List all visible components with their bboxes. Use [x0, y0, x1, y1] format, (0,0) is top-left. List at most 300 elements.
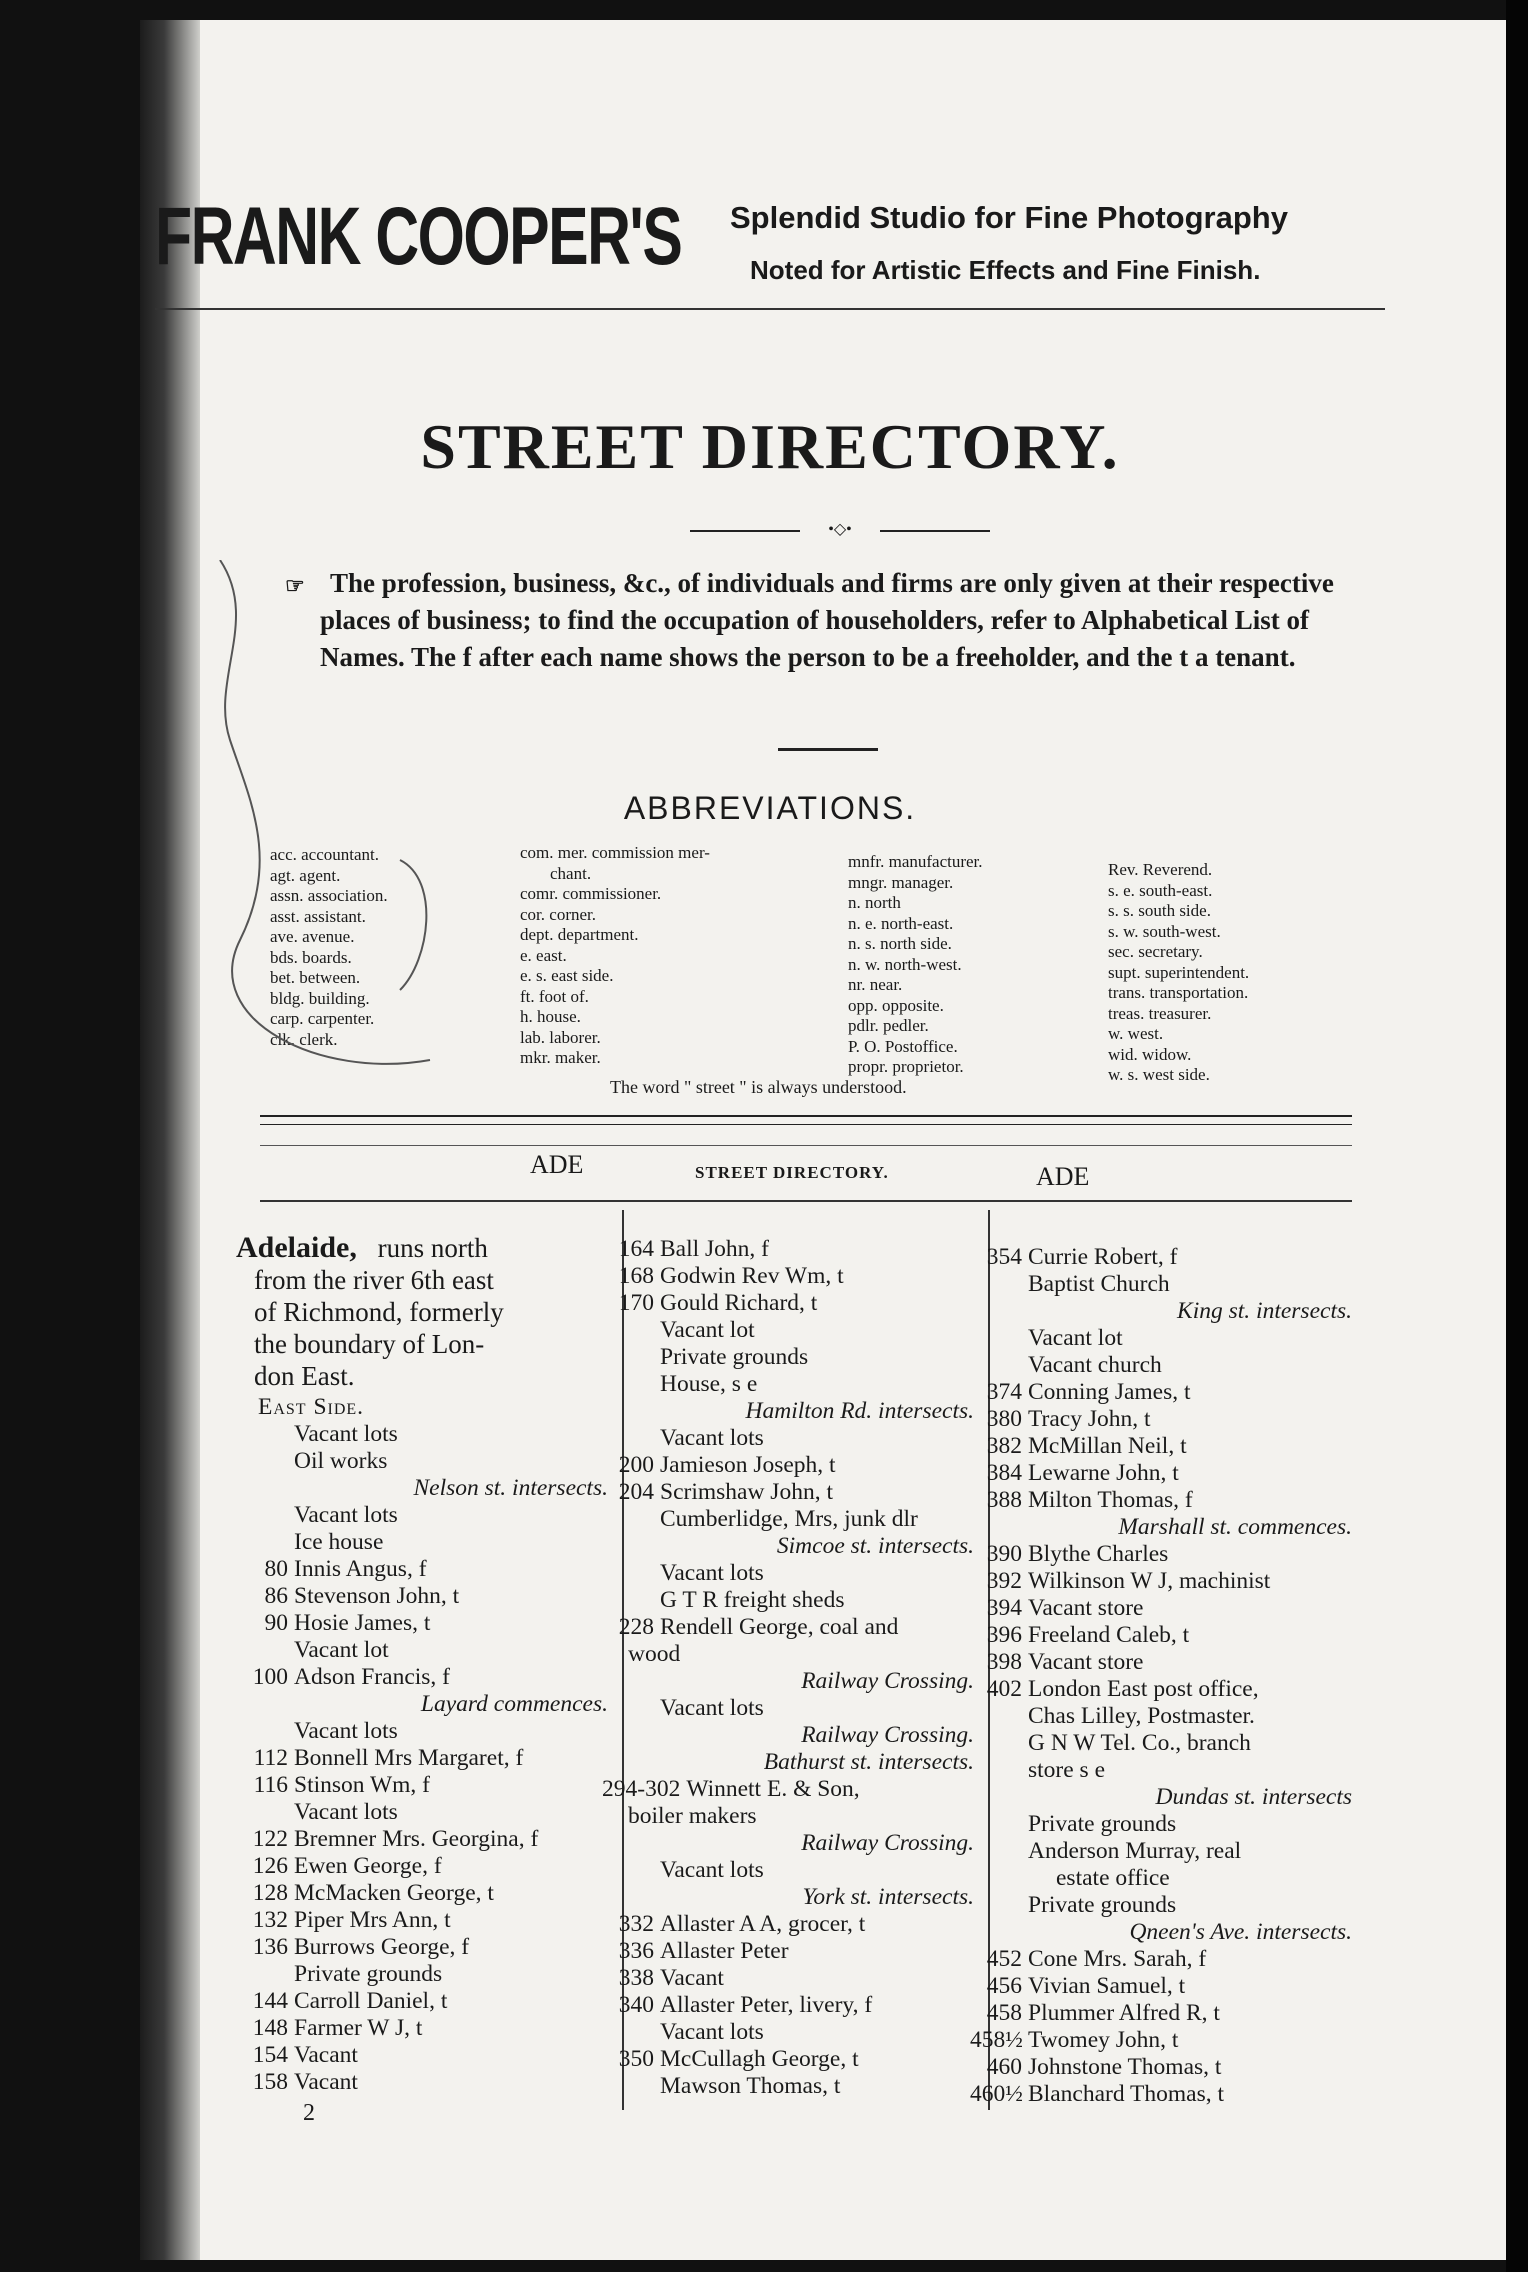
directory-entry — [602, 1479, 982, 1506]
abbreviation-item: clk. clerk. — [270, 1029, 338, 1049]
entry-text: Tracy John, t — [1028, 1406, 1151, 1432]
street-number: 200 — [618, 1452, 654, 1478]
directory-entry — [602, 1992, 982, 2019]
street-number: 154 — [252, 2042, 288, 2068]
directory-entry — [602, 1452, 982, 1479]
abbreviation-item: chant. — [550, 863, 592, 883]
directory-entry — [602, 1695, 982, 1722]
street-number: 86 — [264, 1583, 288, 1609]
entry-text: Marshall st. commences. — [1118, 1514, 1352, 1540]
entry-text: London East post office, — [1028, 1676, 1259, 1702]
abbreviation-item: mkr. maker. — [520, 1048, 601, 1067]
directory-entry — [602, 1614, 982, 1641]
entry-text: Private grounds — [660, 1344, 809, 1370]
entry-text: Vacant lot — [294, 1637, 389, 1663]
abbreviation-item: bldg. building. — [270, 988, 370, 1008]
entry-text: McMillan Neil, t — [1028, 1433, 1187, 1459]
entry-text: Allaster A A, grocer, t — [660, 1911, 866, 1937]
street-number: 126 — [252, 1853, 288, 1879]
street-number: 148 — [252, 2015, 288, 2041]
directory-entry — [236, 2042, 616, 2069]
street-number: 340 — [618, 1992, 654, 2018]
entry-text: Vivian Samuel, t — [1028, 1973, 1186, 1999]
directory-entry — [236, 1421, 616, 1448]
directory-entry — [970, 1568, 1360, 1595]
directory-entry — [602, 1317, 982, 1344]
abbreviation-item: w. west. — [1108, 1024, 1164, 1043]
entry-text: Gould Richard, t — [660, 1290, 818, 1316]
cross-street-note — [236, 1691, 616, 1718]
directory-entry — [602, 1506, 982, 1533]
abbreviations-column-2 — [520, 843, 710, 1069]
directory-entry — [602, 1587, 982, 1614]
ad-tagline-2: Noted for Artistic Effects and Fine Finish. — [750, 255, 1261, 285]
street-description-line: of Richmond, formerly — [254, 1297, 504, 1327]
directory-entry — [970, 1379, 1360, 1406]
abbreviation-item: sec. secretary. — [1108, 942, 1203, 961]
entry-text: Anderson Murray, real — [1028, 1838, 1242, 1864]
entry-text: House, s e — [660, 1371, 758, 1397]
directory-entry — [602, 1371, 982, 1398]
directory-entry — [236, 1961, 616, 1988]
street-number: 402 — [986, 1676, 1022, 1702]
directory-column-3 — [970, 1244, 1360, 2108]
street-description-line: runs north — [377, 1233, 488, 1263]
abbreviation-item: n. north — [848, 893, 901, 912]
directory-entry — [236, 1448, 616, 1475]
page-number: 2 — [303, 2100, 315, 2126]
entry-text: Vacant lot — [1028, 1325, 1123, 1351]
directory-entry — [236, 1583, 616, 1610]
entry-text: Adson Francis, f — [294, 1664, 450, 1690]
pointing-hand-icon: ☞ — [285, 573, 305, 598]
entry-text: Vacant lot — [660, 1317, 755, 1343]
directory-entry — [970, 1892, 1360, 1919]
directory-entry — [970, 1973, 1360, 2000]
directory-entry — [970, 1541, 1360, 1568]
entry-text: King st. intersects. — [1177, 1298, 1352, 1324]
entry-text: McCullagh George, t — [660, 2046, 859, 2072]
abbreviations-note: The word " street " is always understood. — [610, 1077, 907, 1097]
advertisement-banner — [155, 170, 1385, 320]
directory-entry — [970, 1487, 1360, 1514]
street-number: 112 — [253, 1745, 288, 1771]
entry-text: Allaster Peter — [660, 1938, 789, 1964]
entry-text: Dundas st. intersects — [1155, 1784, 1352, 1810]
section-subdivider — [260, 1145, 1352, 1146]
abbreviation-item: comr. commissioner. — [520, 884, 662, 903]
street-number: 388 — [986, 1487, 1022, 1513]
directory-entry — [970, 1838, 1360, 1865]
entry-text: Innis Angus, f — [294, 1556, 427, 1582]
abbreviation-item: acc. accountant. — [270, 845, 380, 864]
directory-entry — [602, 1344, 982, 1371]
header-rule — [260, 1200, 1352, 1202]
street-number: 452 — [986, 1946, 1022, 1972]
entry-text: G N W Tel. Co., branch — [1028, 1730, 1251, 1756]
directory-entry — [236, 1853, 616, 1880]
street-number: 394 — [986, 1595, 1022, 1621]
directory-entry — [970, 2081, 1360, 2108]
directory-entry — [970, 1703, 1360, 1730]
directory-entry — [602, 1641, 982, 1668]
street-number: 458 — [986, 2000, 1022, 2026]
section-divider — [260, 1115, 1352, 1125]
abbreviation-item: opp. opposite. — [848, 995, 944, 1015]
entry-text: Baptist Church — [1028, 1271, 1170, 1297]
entry-text: Vacant lots — [294, 1421, 398, 1447]
abbreviation-item: trans. transportation. — [1108, 983, 1249, 1002]
directory-entry — [236, 1745, 616, 1772]
abbreviation-item: agt. agent. — [270, 865, 341, 885]
entry-text: Carroll Daniel, t — [294, 1988, 448, 2014]
directory-column-1 — [236, 1232, 616, 2096]
street-number: 228 — [618, 1614, 654, 1640]
abbreviation-item: ave. avenue. — [270, 927, 355, 946]
abbreviation-item: treas. treasurer. — [1108, 1003, 1212, 1023]
title-ornament: •◇• — [690, 520, 990, 540]
street-number: 122 — [252, 1826, 288, 1852]
running-head-center: STREET DIRECTORY. — [695, 1163, 889, 1182]
entry-text: Ball John, f — [660, 1236, 770, 1262]
abbreviation-item: bet. between. — [270, 968, 361, 987]
directory-entry — [970, 1325, 1360, 1352]
abbreviation-item: asst. assistant. — [270, 906, 366, 926]
entry-text: wood — [628, 1641, 681, 1667]
street-number: 384 — [986, 1460, 1022, 1486]
directory-entry — [602, 1938, 982, 1965]
entry-text: store s e — [1028, 1757, 1106, 1783]
short-divider — [778, 748, 878, 751]
street-number: 336 — [618, 1938, 654, 1964]
street-description-line: the boundary of Lon- — [254, 1329, 485, 1359]
entry-text: Vacant lots — [294, 1718, 398, 1744]
page-binding-shadow — [140, 20, 200, 2260]
abbreviation-item: pdlr. pedler. — [848, 1016, 929, 1035]
abbreviation-item: assn. association. — [270, 886, 388, 905]
directory-entry — [970, 1271, 1360, 1298]
cross-street-note — [970, 1298, 1360, 1325]
directory-entry — [970, 1946, 1360, 1973]
directory-entry — [236, 1718, 616, 1745]
notice-text: The profession, business, &c., of individuals and firms are only given at their respective places of business; to find the occupation of householders, refer to Alphabetical List of Names. The f after each name shows the person to be a freeholder, and the t a tenant. — [320, 568, 1334, 672]
abbreviations-column-4 — [1108, 860, 1249, 1086]
directory-entry — [970, 1595, 1360, 1622]
directory-entry — [602, 2073, 982, 2100]
entry-text: Twomey John, t — [1028, 2027, 1179, 2053]
entry-text: Vacant lots — [660, 1560, 764, 1586]
abbreviation-item: e. s. east side. — [520, 966, 614, 985]
street-number: 382 — [986, 1433, 1022, 1459]
street-number: 90 — [264, 1610, 288, 1636]
running-head-left: ADE — [530, 1150, 584, 1179]
abbreviation-item: Rev. Reverend. — [1108, 860, 1213, 879]
street-number: 116 — [253, 1772, 288, 1798]
entry-text: Blanchard Thomas, t — [1028, 2081, 1225, 2107]
directory-entry — [602, 1803, 982, 1830]
street-number: 144 — [252, 1988, 288, 2014]
notice-paragraph — [285, 565, 1390, 676]
entry-text: estate office — [1056, 1865, 1170, 1891]
directory-entry — [236, 2069, 616, 2096]
street-number: 128 — [252, 1880, 288, 1906]
entry-text: Vacant store — [1028, 1595, 1144, 1621]
entry-text: Private grounds — [1028, 1811, 1177, 1837]
abbreviation-item: cor. corner. — [520, 904, 596, 924]
cross-street-note — [236, 1475, 616, 1502]
street-number: 80 — [264, 1556, 288, 1582]
directory-entry — [236, 1637, 616, 1664]
abbreviation-item: s. s. south side. — [1108, 901, 1211, 920]
directory-entry — [602, 1425, 982, 1452]
cross-street-note — [602, 1722, 982, 1749]
cross-street-note — [970, 1919, 1360, 1946]
street-number: 390 — [986, 1541, 1022, 1567]
directory-entry — [236, 1664, 616, 1691]
entry-text: Vacant lots — [294, 1799, 398, 1825]
entry-text: Mawson Thomas, t — [660, 2073, 841, 2099]
street-heading — [236, 1232, 616, 1392]
entry-text: Vacant store — [1028, 1649, 1144, 1675]
street-number: 458½ — [970, 2027, 1023, 2053]
street-name: Adelaide, — [236, 1231, 357, 1264]
entry-text: Vacant lots — [660, 1857, 764, 1883]
directory-entry — [602, 1911, 982, 1938]
entry-text: Lewarne John, t — [1028, 1460, 1179, 1486]
abbreviation-item: bds. boards. — [270, 947, 352, 967]
street-number: 332 — [618, 1911, 654, 1937]
entry-text: Oil works — [294, 1448, 388, 1474]
ad-divider — [155, 308, 1385, 310]
entry-text: Plummer Alfred R, t — [1028, 2000, 1220, 2026]
cross-street-note — [602, 1533, 982, 1560]
directory-entry — [970, 1433, 1360, 1460]
entry-text: Freeland Caleb, t — [1028, 1622, 1190, 1648]
entry-text: Private grounds — [1028, 1892, 1177, 1918]
entry-text: Jamieson Joseph, t — [660, 1452, 836, 1478]
directory-entry — [970, 1460, 1360, 1487]
entry-text: Hosie James, t — [294, 1610, 431, 1636]
abbreviations-column-1 — [270, 845, 388, 1050]
abbreviation-item: s. e. south-east. — [1108, 880, 1213, 900]
entry-text: Vacant church — [1028, 1352, 1162, 1378]
entry-text: Vacant lots — [294, 1502, 398, 1528]
directory-entry — [970, 1757, 1360, 1784]
directory-entry — [970, 1676, 1360, 1703]
directory-entry — [236, 1772, 616, 1799]
cross-street-note — [602, 1884, 982, 1911]
directory-entry — [970, 1811, 1360, 1838]
entry-text: Vacant lots — [660, 1425, 764, 1451]
directory-entry — [970, 1622, 1360, 1649]
entry-text: Stevenson John, t — [294, 1583, 460, 1609]
directory-entry — [236, 1880, 616, 1907]
street-description-line: from the river 6th east — [254, 1265, 494, 1295]
entry-text: Milton Thomas, f — [1028, 1487, 1193, 1513]
cross-street-note — [602, 1668, 982, 1695]
abbreviation-item: n. w. north-west. — [848, 954, 962, 974]
abbreviation-item: nr. near. — [848, 975, 903, 994]
entry-text: Johnstone Thomas, t — [1028, 2054, 1222, 2080]
directory-entry — [970, 1730, 1360, 1757]
abbreviations-column-3 — [848, 852, 983, 1078]
entry-text: Private grounds — [294, 1961, 443, 1987]
street-number: 392 — [986, 1568, 1022, 1594]
entry-text: Bonnell Mrs Margaret, f — [294, 1745, 524, 1771]
abbreviation-item: supt. superintendent. — [1108, 962, 1250, 982]
abbreviation-item: wid. widow. — [1108, 1044, 1192, 1064]
entry-text: Vacant — [294, 2069, 358, 2095]
directory-entry — [970, 1865, 1360, 1892]
street-number: 204 — [618, 1479, 654, 1505]
entry-text: Scrimshaw John, t — [660, 1479, 833, 1505]
street-number: 398 — [986, 1649, 1022, 1675]
directory-entry — [970, 2027, 1360, 2054]
entry-text: G T R freight sheds — [660, 1587, 845, 1613]
entry-text: Ewen George, f — [294, 1853, 442, 1879]
street-number: 100 — [252, 1664, 288, 1690]
directory-entry — [236, 1556, 616, 1583]
entry-text: Bremner Mrs. Georgina, f — [294, 1826, 539, 1852]
directory-entry — [236, 1529, 616, 1556]
abbreviation-item: P. O. Postoffice. — [848, 1036, 958, 1056]
entry-text: Wilkinson W J, machinist — [1028, 1568, 1271, 1594]
street-number: 374 — [986, 1379, 1022, 1405]
street-number: 460½ — [970, 2081, 1023, 2107]
street-number: 164 — [618, 1236, 654, 1262]
street-number: 460 — [986, 2054, 1022, 2080]
entry-text: Blythe Charles — [1028, 1541, 1169, 1567]
entry-text: Railway Crossing. — [801, 1668, 974, 1694]
directory-entry — [236, 1610, 616, 1637]
directory-entry — [236, 1502, 616, 1529]
page-title: STREET DIRECTORY. — [420, 411, 1120, 482]
directory-entry — [970, 1352, 1360, 1379]
entry-text: Vacant — [660, 1965, 724, 1991]
running-head-right: ADE — [1036, 1162, 1090, 1191]
street-number: 350 — [618, 2046, 654, 2072]
entry-text: Cone Mrs. Sarah, f — [1028, 1946, 1207, 1972]
entry-text: Vacant lots — [660, 2019, 764, 2045]
abbreviation-item: ft. foot of. — [520, 986, 589, 1006]
entry-text: boiler makers — [628, 1803, 757, 1829]
abbreviation-item: n. e. north-east. — [848, 913, 954, 933]
side-heading: East Side. — [258, 1394, 365, 1420]
abbreviation-item: com. mer. commission mer- — [520, 843, 710, 862]
directory-entry — [602, 1965, 982, 1992]
directory-entry — [236, 1988, 616, 2015]
directory-entry — [236, 1907, 616, 1934]
street-description-line: don East. — [254, 1361, 355, 1391]
street-number: 396 — [986, 1622, 1022, 1648]
directory-entry — [970, 2054, 1360, 2081]
abbreviation-item: w. s. west side. — [1108, 1065, 1210, 1084]
entry-text: Chas Lilley, Postmaster. — [1028, 1703, 1255, 1729]
entry-text: Hamilton Rd. intersects. — [745, 1398, 974, 1424]
directory-entry — [602, 1560, 982, 1587]
entry-text: York st. intersects. — [802, 1884, 974, 1910]
ad-studio-name: FRANK COOPER'S — [155, 191, 682, 282]
street-number: 338 — [618, 1965, 654, 1991]
abbreviations-heading: ABBREVIATIONS. — [623, 790, 917, 826]
entry-text: Farmer W J, t — [294, 2015, 423, 2041]
street-number: 136 — [252, 1934, 288, 1960]
entry-text: Ice house — [294, 1529, 384, 1555]
directory-column-2 — [602, 1236, 982, 2100]
street-number: 132 — [252, 1907, 288, 1933]
entry-text: Winnett E. & Son, — [686, 1776, 860, 1802]
street-number: 170 — [618, 1290, 654, 1316]
entry-text: Stinson Wm, f — [294, 1772, 431, 1798]
street-number: 380 — [986, 1406, 1022, 1432]
entry-text: Railway Crossing. — [801, 1722, 974, 1748]
abbreviation-item: lab. laborer. — [520, 1027, 601, 1047]
entry-text: Burrows George, f — [294, 1934, 470, 1960]
cross-street-note — [602, 1830, 982, 1857]
abbreviation-item: mngr. manager. — [848, 872, 954, 892]
entry-text: Vacant lots — [660, 1695, 764, 1721]
street-number: 456 — [986, 1973, 1022, 1999]
directory-entry — [602, 1236, 982, 1263]
abbreviation-item: propr. proprietor. — [848, 1057, 964, 1076]
cross-street-note — [970, 1514, 1360, 1541]
street-number: 168 — [618, 1263, 654, 1289]
scan-edge — [1506, 0, 1528, 2272]
directory-entry — [236, 2015, 616, 2042]
street-number: 158 — [252, 2069, 288, 2095]
abbreviation-item: dept. department. — [520, 925, 639, 944]
directory-entry — [602, 1776, 982, 1803]
entry-text: Currie Robert, f — [1028, 1244, 1178, 1270]
cross-street-note — [602, 1749, 982, 1776]
directory-entry — [602, 1263, 982, 1290]
directory-entry — [602, 2019, 982, 2046]
directory-entry — [236, 1799, 616, 1826]
directory-entry — [602, 1857, 982, 1884]
directory-entry — [236, 1826, 616, 1853]
abbreviation-item: carp. carpenter. — [270, 1009, 375, 1028]
entry-text: Railway Crossing. — [801, 1830, 974, 1856]
abbreviation-item: h. house. — [520, 1007, 581, 1026]
entry-text: Bathurst st. intersects. — [763, 1749, 974, 1775]
entry-text: Layard commences. — [420, 1691, 608, 1717]
directory-entry — [970, 1244, 1360, 1271]
entry-text: Simcoe st. intersects. — [776, 1533, 974, 1559]
cross-street-note — [970, 1784, 1360, 1811]
abbreviation-item: n. s. north side. — [848, 934, 952, 953]
entry-text: Cumberlidge, Mrs, junk dlr — [660, 1506, 918, 1532]
entry-text: Piper Mrs Ann, t — [294, 1907, 451, 1933]
street-number: 294-302 — [602, 1776, 681, 1802]
directory-entry — [236, 1934, 616, 1961]
entry-text: Nelson st. intersects. — [413, 1475, 608, 1501]
directory-entry — [970, 1649, 1360, 1676]
entry-text: Rendell George, coal and — [660, 1614, 899, 1640]
directory-entry — [970, 1406, 1360, 1433]
street-number: 354 — [986, 1244, 1022, 1270]
abbreviation-item: s. w. south-west. — [1108, 921, 1221, 941]
cross-street-note — [602, 1398, 982, 1425]
entry-text: Vacant — [294, 2042, 358, 2068]
ad-tagline-1: Splendid Studio for Fine Photography — [730, 200, 1288, 235]
entry-text: Godwin Rev Wm, t — [660, 1263, 844, 1289]
directory-entry — [970, 2000, 1360, 2027]
entry-text: Conning James, t — [1028, 1379, 1191, 1405]
entry-text: McMacken George, t — [294, 1880, 494, 1906]
entry-text: Qneen's Ave. intersects. — [1129, 1919, 1352, 1945]
abbreviation-item: e. east. — [520, 945, 567, 965]
directory-entry — [602, 1290, 982, 1317]
